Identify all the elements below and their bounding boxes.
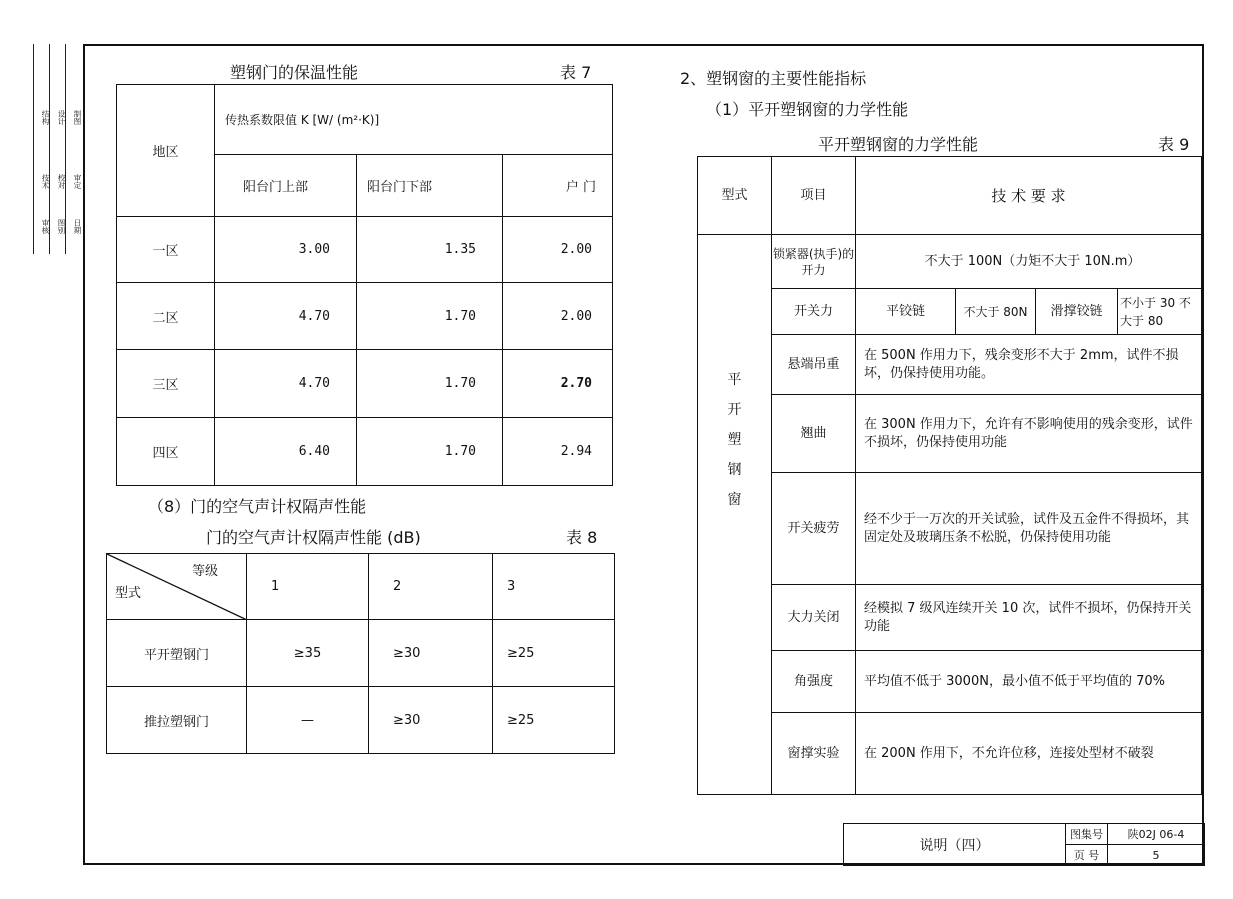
table8-grade: 1 [247,554,369,620]
type-char: 开 [727,401,742,418]
table-row [698,289,1202,335]
table7-header-col3: 户 门 [503,155,613,217]
strip-column [65,44,82,254]
table7 [116,84,613,486]
table-row [698,235,1202,289]
table9-requirement: 在 300N 作用力下，允许有不影响使用的残余变形，试件不损坏，仍保持使用功能 [856,395,1202,473]
table-row [117,417,613,485]
table7-cell: 2.00 [503,217,613,283]
strip-cell: 技术 [41,174,50,189]
table7-number: 表 7 [560,63,592,82]
table9-header-item: 项目 [772,157,856,235]
table7-region: 二区 [117,283,215,349]
table9-item: 锁紧器(执手)的开力 [772,235,856,289]
table9-requirement: 经模拟 7 级风连续开关 10 次，试件不损坏，仍保持开关功能 [856,585,1202,651]
page-label: 页 号 [1066,845,1108,866]
type-char: 塑 [727,431,742,448]
table9-flat-value: 不大于 80N [956,289,1036,335]
table7-region: 三区 [117,349,215,417]
table9 [697,156,1202,795]
table8-cell: ≥30 [369,620,493,687]
table7-cell: 4.70 [215,349,357,417]
table8-corner-header [107,554,247,620]
table9-slide-hinge: 滑撑铰链 [1036,289,1118,335]
strip-cell: 设计 [57,110,66,125]
table-row [698,335,1202,395]
table9-item: 开关疲劳 [772,473,856,585]
table7-header-coefficient: 传热系数限值 K [W/ (m²·K)] [215,85,613,155]
subsection1-heading: （1）平开塑钢窗的力学性能 [706,100,909,119]
table9-flat-hinge: 平铰链 [856,289,956,335]
table9-item: 窗撑实验 [772,713,856,795]
binding-strip [33,44,83,254]
table8-cell: ≥30 [369,687,493,754]
table8-cell: ≥25 [493,620,615,687]
table9-slide-value: 不小于 30 不大于 80 [1118,289,1202,335]
strip-cell: 制图 [73,110,82,125]
section2-heading: 2、塑钢窗的主要性能指标 [680,69,867,88]
table7-cell: 2.70 [503,349,613,417]
table9-item: 翘曲 [772,395,856,473]
atlas-label: 图集号 [1066,824,1108,845]
table8-header-type: 型式 [115,586,142,601]
type-char: 钢 [727,461,742,478]
table-row [117,217,613,283]
table-row [117,283,613,349]
strip-cell: 审核 [41,219,50,234]
table8 [106,553,615,754]
table9-title: 平开塑钢窗的力学性能 [818,135,979,154]
table8-cell: ≥35 [247,620,369,687]
table9-header-type: 型式 [698,157,772,235]
table-row [107,620,615,687]
table9-number: 表 9 [1158,135,1190,154]
table7-cell: 2.94 [503,417,613,485]
table-row [698,395,1202,473]
table8-header-grade: 等级 [191,564,218,579]
strip-column [49,44,66,254]
table8-type: 推拉塑钢门 [107,687,247,754]
table7-title: 塑钢门的保温性能 [230,63,359,82]
table9-item: 开关力 [772,289,856,335]
type-char: 平 [727,371,742,388]
table9-requirement: 在 500N 作用力下，残余变形不大于 2mm，试件不损坏，仍保持使用功能。 [856,335,1202,395]
table9-requirement: 经不少于一万次的开关试验，试件及五金件不得损坏，其固定处及玻璃压条不松脱，仍保持使用功能 [856,473,1202,585]
table8-grade: 3 [493,554,615,620]
table8-cell: ≥25 [493,687,615,754]
table8-cell: — [247,687,369,754]
strip-cell: 审定 [73,174,82,189]
table-row [698,473,1202,585]
table9-requirement: 平均值不低于 3000N，最小值不低于平均值的 70% [856,651,1202,713]
table7-header-col1: 阳台门上部 [215,155,357,217]
section8-heading: （8）门的空气声计权隔声性能 [148,497,367,516]
atlas-number: 陕02J 06-4 [1108,824,1205,845]
table8-title: 门的空气声计权隔声性能 (dB) [206,528,421,547]
table7-cell: 1.70 [357,283,503,349]
table-row [698,651,1202,713]
drawing-name: 说明（四） [844,824,1066,866]
type-char: 窗 [727,491,742,508]
title-block [843,823,1205,866]
strip-cell: 图别 [57,219,66,234]
table-row [698,585,1202,651]
table8-grade: 2 [369,554,493,620]
table-row [117,349,613,417]
table9-item: 大力关闭 [772,585,856,651]
strip-cell: 日期 [73,219,82,234]
page-number: 5 [1108,845,1205,866]
table9-requirement: 不大于 100N（力矩不大于 10N.m） [856,235,1202,289]
table9-type-label [698,235,772,795]
table7-cell: 1.70 [357,349,503,417]
table9-requirement: 在 200N 作用下，不允许位移，连接处型材不破裂 [856,713,1202,795]
table8-type: 平开塑钢门 [107,620,247,687]
table7-header-region: 地区 [117,85,215,217]
strip-cell: 结构 [41,110,50,125]
table-row [107,687,615,754]
table-row [698,713,1202,795]
table7-cell: 3.00 [215,217,357,283]
table8-number: 表 8 [566,528,598,547]
table7-cell: 1.35 [357,217,503,283]
strip-column [33,44,50,254]
table9-item: 角强度 [772,651,856,713]
table7-cell: 6.40 [215,417,357,485]
table7-region: 一区 [117,217,215,283]
table9-item: 悬端吊重 [772,335,856,395]
table7-cell: 1.70 [357,417,503,485]
table7-header-col2: 阳台门下部 [357,155,503,217]
strip-cell: 校对 [57,174,66,189]
table7-region: 四区 [117,417,215,485]
table7-cell: 4.70 [215,283,357,349]
table7-cell: 2.00 [503,283,613,349]
table9-header-requirement: 技 术 要 求 [856,157,1202,235]
